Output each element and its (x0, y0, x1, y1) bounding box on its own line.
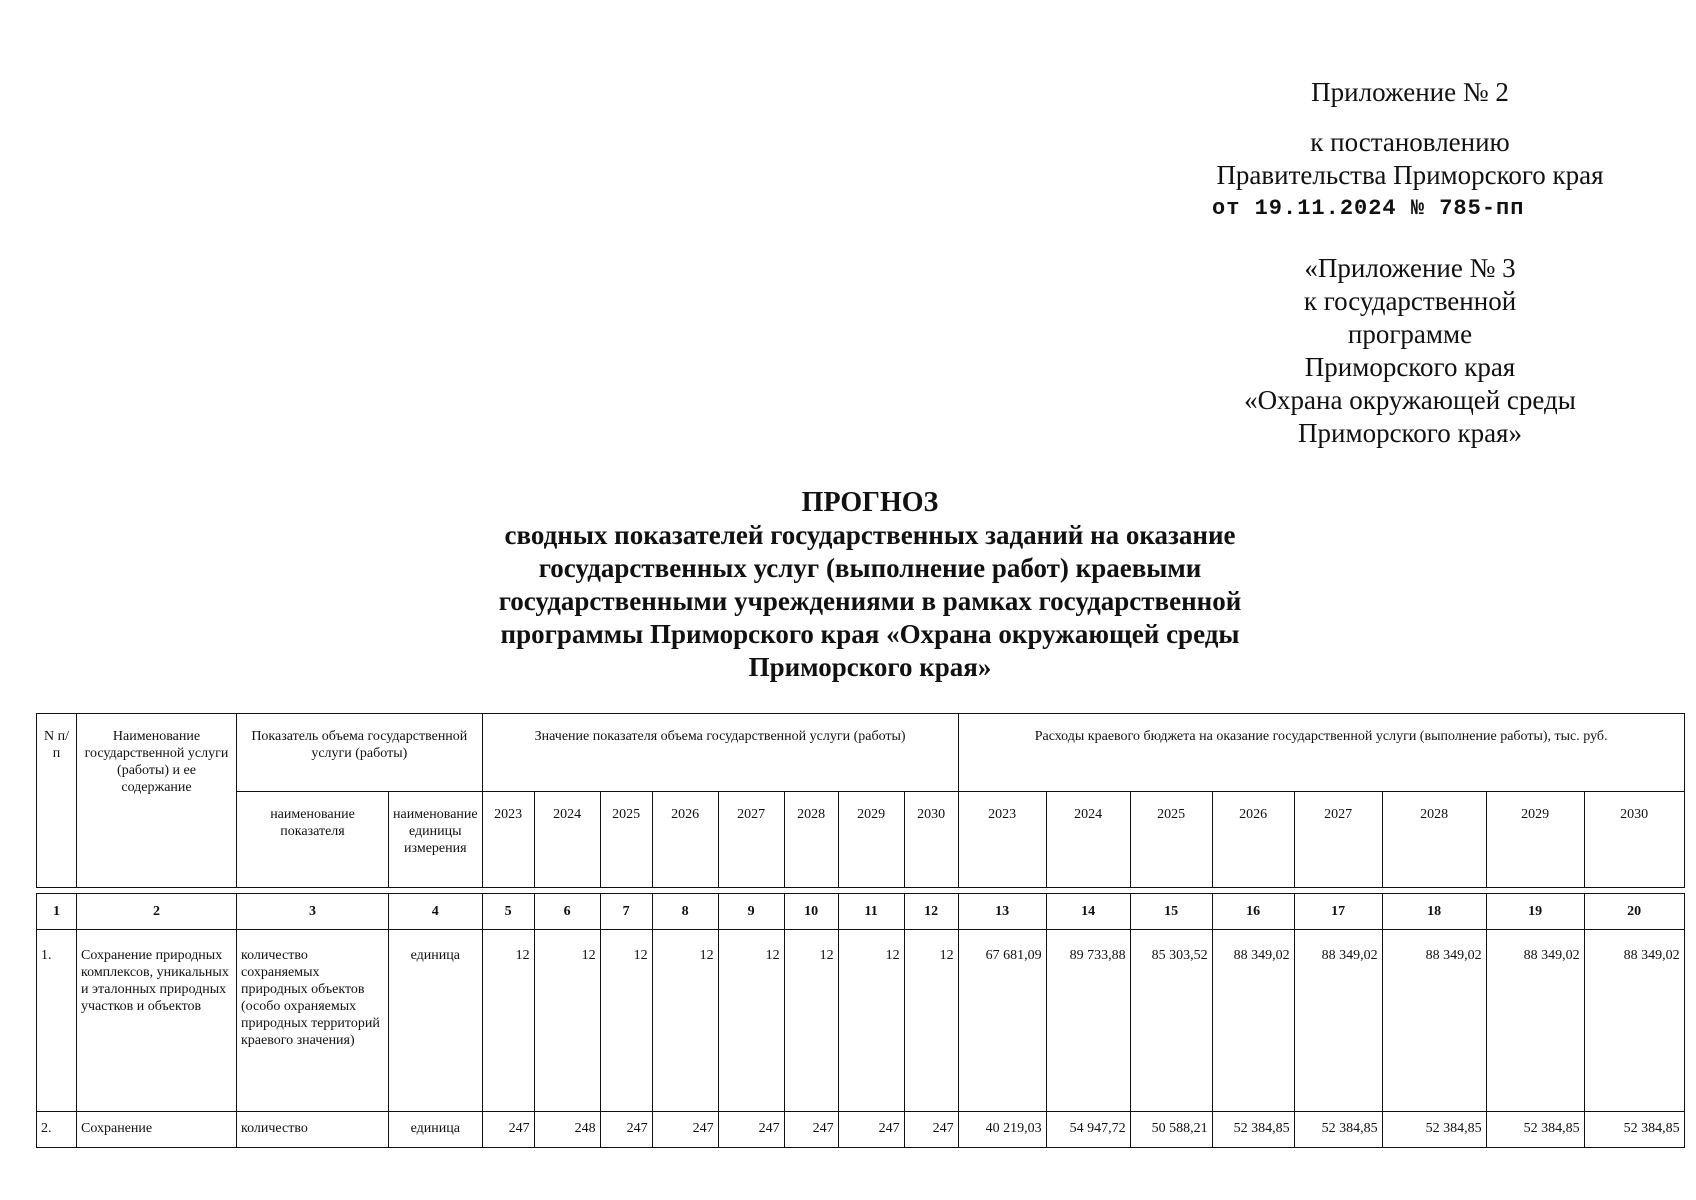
row-unit: единица (389, 930, 483, 1112)
header-value-year: 2030 (904, 792, 958, 888)
annex-decree-block (1180, 126, 1640, 225)
row-budget: 50 588,21 (1130, 1112, 1212, 1148)
row-budget: 85 303,52 (1130, 930, 1212, 1112)
row-indicator: количество (237, 1112, 389, 1148)
header-budget-year: 2023 (958, 792, 1046, 888)
row-budget: 88 349,02 (1294, 930, 1382, 1112)
program-line: к государственной (1303, 286, 1517, 316)
program-line: Приморского края» (1298, 418, 1522, 448)
header-value-year: 2025 (600, 792, 652, 888)
row-service: Сохранение природных комплексов, уникальных и эталонных природных участков и объектов (77, 930, 237, 1112)
header-value-year: 2027 (718, 792, 784, 888)
row-budget: 88 349,02 (1382, 930, 1486, 1112)
header-value-year: 2029 (838, 792, 904, 888)
row-value: 247 (718, 1112, 784, 1148)
header-budget-year: 2028 (1382, 792, 1486, 888)
column-number: 7 (600, 894, 652, 930)
column-number: 13 (958, 894, 1046, 930)
header-budget-year: 2029 (1486, 792, 1584, 888)
row-budget: 88 349,02 (1584, 930, 1684, 1112)
row-number: 2. (37, 1112, 77, 1148)
column-number: 15 (1130, 894, 1212, 930)
title-line: программы Приморского края «Охрана окружающей среды (500, 619, 1240, 649)
row-budget: 88 349,02 (1486, 930, 1584, 1112)
row-budget: 88 349,02 (1212, 930, 1294, 1112)
row-value: 247 (652, 1112, 718, 1148)
column-number: 20 (1584, 894, 1684, 930)
column-number: 4 (389, 894, 483, 930)
column-number: 1 (37, 894, 77, 930)
row-value: 12 (784, 930, 838, 1112)
column-number: 3 (237, 894, 389, 930)
title-line: Приморского края» (748, 652, 992, 682)
row-value: 12 (600, 930, 652, 1112)
row-value: 12 (482, 930, 534, 1112)
header-budget-group: Расходы краевого бюджета на оказание государственной услуги (выполнение работы), тыс. руб. (958, 714, 1684, 792)
header-indicator-unit: наименование единицы измерения (389, 792, 483, 888)
header-budget-year: 2024 (1046, 792, 1130, 888)
header-row-number: N п/п (37, 714, 77, 888)
row-budget: 52 384,85 (1382, 1112, 1486, 1148)
row-value: 247 (904, 1112, 958, 1148)
annex-program-block (1200, 252, 1620, 450)
header-indicator-name: наименование показателя (237, 792, 389, 888)
header-value-year: 2026 (652, 792, 718, 888)
row-value: 247 (784, 1112, 838, 1148)
title-line: государственных услуг (выполнение работ) краевыми (538, 553, 1202, 583)
annex-government-line: Правительства Приморского края (1216, 160, 1604, 190)
row-value: 247 (600, 1112, 652, 1148)
column-number: 8 (652, 894, 718, 930)
header-budget-year: 2025 (1130, 792, 1212, 888)
header-budget-year: 2026 (1212, 792, 1294, 888)
row-budget: 54 947,72 (1046, 1112, 1130, 1148)
table-row (37, 1112, 1685, 1148)
header-budget-year: 2027 (1294, 792, 1382, 888)
column-number: 12 (904, 894, 958, 930)
row-value: 247 (482, 1112, 534, 1148)
column-number: 6 (534, 894, 600, 930)
column-number: 10 (784, 894, 838, 930)
annex-decree-line: к постановлению (1310, 127, 1510, 157)
header-values-group: Значение показателя объема государственной услуги (работы) (482, 714, 958, 792)
header-value-year: 2028 (784, 792, 838, 888)
row-value: 248 (534, 1112, 600, 1148)
row-value: 12 (534, 930, 600, 1112)
row-budget: 40 219,03 (958, 1112, 1046, 1148)
row-budget: 89 733,88 (1046, 930, 1130, 1112)
row-value: 247 (838, 1112, 904, 1148)
document-title (380, 486, 1360, 684)
row-value: 12 (718, 930, 784, 1112)
row-number: 1. (37, 930, 77, 1112)
program-line: «Охрана окружающей среды (1244, 385, 1576, 415)
row-budget: 52 384,85 (1584, 1112, 1684, 1148)
header-service-name: Наименование государственной услуги (работы) и ее содержание (77, 714, 237, 888)
header-indicator-group: Показатель объема государственной услуги (работы) (237, 714, 483, 792)
column-number: 5 (482, 894, 534, 930)
header-budget-year: 2030 (1584, 792, 1684, 888)
row-value: 12 (652, 930, 718, 1112)
row-budget: 52 384,85 (1486, 1112, 1584, 1148)
column-number: 11 (838, 894, 904, 930)
header-value-year: 2023 (482, 792, 534, 888)
program-line: программе (1347, 319, 1473, 349)
annex-signature-date: от 19.11.2024 № 785-пп (1212, 196, 1525, 221)
column-number: 2 (77, 894, 237, 930)
title-line: государственными учреждениями в рамках государственной (498, 586, 1242, 616)
title-line: сводных показателей государственных заданий на оказание (504, 520, 1236, 550)
row-value: 12 (838, 930, 904, 1112)
column-number: 16 (1212, 894, 1294, 930)
row-service: Сохранение (77, 1112, 237, 1148)
row-unit: единица (389, 1112, 483, 1148)
column-number: 9 (718, 894, 784, 930)
program-line: «Приложение № 3 (1304, 253, 1516, 283)
row-budget: 67 681,09 (958, 930, 1046, 1112)
forecast-table (36, 713, 1685, 1148)
row-budget: 52 384,85 (1294, 1112, 1382, 1148)
row-budget: 52 384,85 (1212, 1112, 1294, 1148)
column-number: 19 (1486, 894, 1584, 930)
column-number: 14 (1046, 894, 1130, 930)
row-value: 12 (904, 930, 958, 1112)
program-line: Приморского края (1304, 352, 1516, 382)
column-number: 17 (1294, 894, 1382, 930)
column-number: 18 (1382, 894, 1486, 930)
header-value-year: 2024 (534, 792, 600, 888)
annex-title: Приложение № 2 (1311, 77, 1509, 107)
table-row (37, 930, 1685, 1112)
document-heading: ПРОГНОЗ (801, 487, 939, 518)
row-indicator: количество сохраняемых природных объектов (особо охраняемых природных территорий краевого значения) (237, 930, 389, 1112)
